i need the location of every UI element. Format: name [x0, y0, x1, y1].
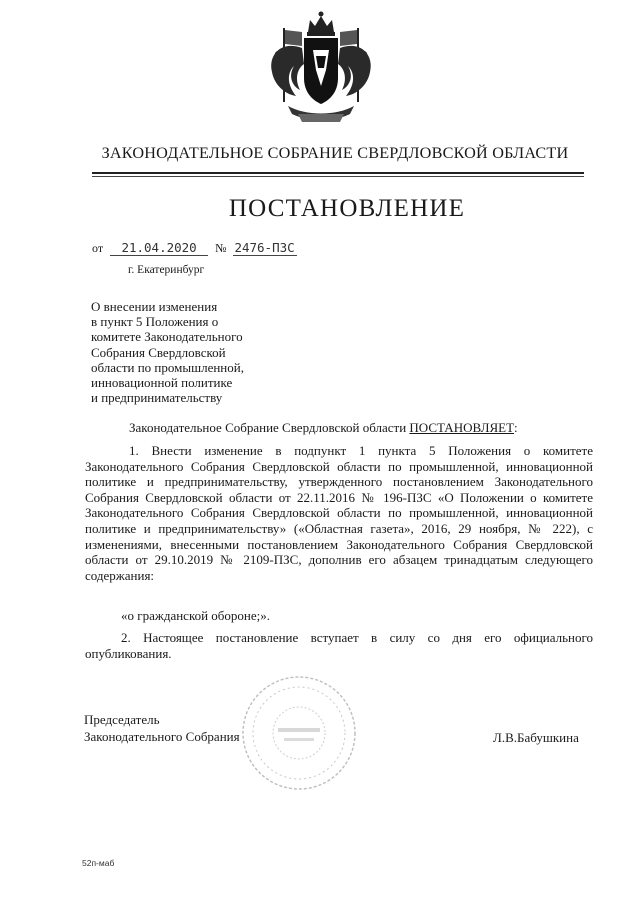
resolution-intro: [85, 420, 593, 436]
header-rule-thin: [92, 176, 584, 177]
number-prefix: №: [215, 241, 227, 255]
paragraph-2: 2. Настоящее постановление вступает в силу со дня его официального опубликования.: [85, 630, 593, 661]
date-number-line: [92, 240, 297, 256]
intro-colon: :: [514, 420, 518, 435]
subject-line: Собрания Свердловской: [91, 344, 226, 360]
city-label: г. Екатеринбург: [128, 264, 205, 276]
document-number: 2476-ПЗС: [234, 240, 295, 255]
signatory-title-line-1: Председатель: [84, 712, 160, 727]
subject-line: и предпринимательству: [91, 390, 223, 406]
subject-block: [91, 299, 331, 405]
subject-line: комитете Законодательного: [91, 329, 243, 345]
organization-name: ЗАКОНОДАТЕЛЬНОЕ СОБРАНИЕ СВЕРДЛОВСКОЙ ОБЛАСТИ: [101, 144, 569, 162]
date-prefix: от: [92, 241, 104, 255]
resolves-keyword: ПОСТАНОВЛЯЕТ: [409, 420, 515, 435]
document-type-title: ПОСТАНОВЛЕНИЕ: [228, 195, 466, 222]
signatory-title-line-2: Законодательного Собрания: [84, 729, 240, 744]
signatory-name: Л.В.Бабушкина: [493, 730, 579, 745]
subject-line: О внесении изменения: [91, 299, 218, 314]
header-rule-thick: [92, 172, 584, 174]
signatory-title: [84, 711, 240, 745]
quoted-addition: «о гражданской обороне;».: [121, 608, 271, 623]
paragraph-1: 1. Внести изменение в подпункт 1 пункта 5 Положения о комитете Законодательного Собрания Свердловской области по промышленной, инновационной политике и предпринимательству, утвержденного постановлением Законодательного Собрания Свердловской области от 22.11.2016 № 196-ПЗС «О Положении о комитете Законодательного Собрания Свердловской области по промышленной, инновационной политике и предпринимательству» («Областная газета», 2016, 29 ноября, № 222), с изменениями, внесенными постановлением Законодательного Собрания Свердловской области от 29.10.2019 № 2109-ПЗС, дополнив его абзацем тринадцатым следующего содержания:: [85, 443, 593, 583]
subject-line: инновационной политике: [91, 375, 233, 391]
document-date: 21.04.2020: [110, 240, 208, 256]
footer-code: 52п-маб: [82, 858, 115, 868]
intro-text: Законодательное Собрание Свердловской области: [129, 420, 407, 435]
official-round-stamp-icon: [238, 672, 360, 794]
subject-line: области по промышленной,: [91, 359, 244, 375]
subject-line: в пункт 5 Положения о: [91, 314, 219, 330]
sverdlovsk-coat-of-arms-icon: [258, 10, 384, 130]
